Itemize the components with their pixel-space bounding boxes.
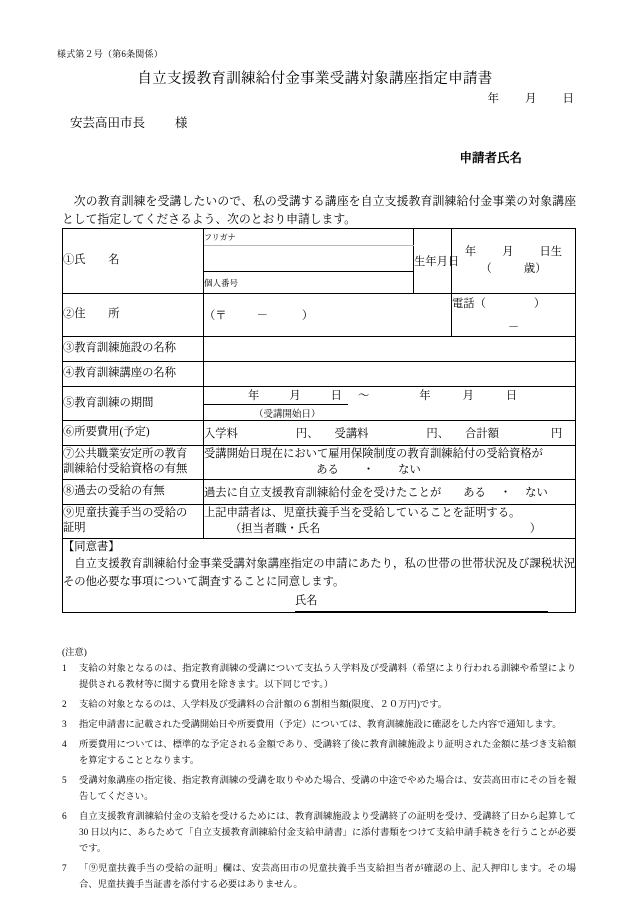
intro-paragraph: 次の教育訓練を受講したいので、私の受講する講座を自立支援教育訓練給付金事業の対象講座として指定してくださるよう、次のとおり申請します。: [62, 194, 576, 227]
cost-item1-label: 入学料: [204, 428, 238, 440]
form-number: 様式第２号（第6条関係）: [57, 49, 163, 59]
period-end-month: 月: [462, 390, 474, 402]
age-open-paren: （: [480, 263, 492, 275]
table-row-name: [63, 229, 576, 246]
dob-month-label: 月: [502, 246, 514, 259]
period-start-year: 年: [248, 390, 260, 402]
period-end-year: 年: [419, 390, 431, 402]
row7-value-cell[interactable]: [204, 446, 576, 480]
dob-day-label: 日生: [539, 246, 563, 259]
row9-label: [63, 504, 204, 538]
row9-officer-close-paren: ）: [529, 523, 541, 536]
cost-item2-unit: 円、: [426, 428, 450, 440]
table-row-child-allowance: [63, 504, 576, 538]
cost-item2-label: 受講料: [334, 428, 369, 440]
table-row-course: [63, 362, 576, 387]
row9-label-line1: ⑨児童扶養手当の受給の: [63, 506, 188, 519]
zip-dash: －: [256, 310, 268, 322]
row7-option-separator: ・: [362, 464, 375, 477]
addressee: [70, 113, 188, 131]
note-number: 4: [62, 739, 67, 750]
period-start-underline[interactable]: [204, 387, 348, 405]
row8-option-yes[interactable]: ある: [463, 486, 486, 499]
date-year-label: 年: [487, 93, 499, 105]
note-item: [62, 738, 576, 770]
note-item: [62, 662, 576, 694]
row9-value-cell[interactable]: [204, 504, 576, 538]
addressee-honorific: 様: [175, 116, 188, 130]
telephone-input-cell[interactable]: [452, 294, 576, 337]
consent-body: 自立支援教育訓練給付金事業受講対象講座指定の申請にあたり，私の世帯の世帯状況及び課税状況その他必要な事項について調査することに同意します。: [63, 558, 575, 588]
applicant-name-label: 申請者氏名: [459, 151, 522, 165]
furigana-label: フリガナ: [204, 229, 414, 246]
note-item: [62, 810, 576, 858]
row1-label: ①氏 名: [63, 229, 204, 294]
cost-input-cell[interactable]: [204, 421, 576, 446]
note-text: 所要費用については、標準的な予定される金額であり、受講終了後に教育訓練施設より証明された金額に基づき支給額を算定することとなります。: [79, 739, 576, 766]
table-row-cost: [63, 421, 576, 446]
period-input-cell[interactable]: [204, 387, 576, 421]
row8-label: ⑧過去の受給の有無: [63, 479, 204, 504]
note-item: [62, 774, 576, 806]
note-text: 支給の対象となるのは、入学料及び受講料の合計額の６割相当額(限度、２０万円)です。: [79, 699, 448, 710]
period-start-month: 月: [289, 390, 301, 402]
table-row-consent: [63, 538, 576, 612]
note-number: 6: [62, 811, 67, 822]
note-text: 支給の対象となるのは、指定教育訓練の受講について支払う入学料及び受講料（希望により行われる訓練や希望により提供される教材等に関する費用を除きます。以下同じです。）: [79, 664, 576, 690]
row3-label: ③教育訓練施設の名称: [63, 337, 204, 362]
dob-year-label: 年: [464, 246, 477, 259]
date-line: [0, 90, 578, 106]
note-item: [62, 862, 576, 894]
row8-value-cell[interactable]: [204, 479, 576, 504]
note-item: [62, 718, 576, 734]
application-table: [62, 228, 576, 613]
table-row-past-receipt: [63, 479, 576, 504]
table-row-address: [63, 294, 576, 337]
notes-title: (注意): [62, 648, 87, 658]
age-unit-label: 歳）: [523, 263, 547, 275]
consent-cell: [63, 538, 576, 612]
zip-close-paren: ）: [301, 310, 314, 322]
tel-label: 電話（: [452, 298, 486, 310]
row9-label-line2: 証明: [63, 522, 86, 535]
date-month-label: 月: [525, 93, 537, 105]
row7-label-line1: ⑦公共職業安定所の教育: [63, 448, 188, 461]
course-name-input[interactable]: [204, 362, 576, 387]
row7-text: 受講開始日現在において雇用保険制度の教育訓練給付の受給資格が: [204, 448, 543, 460]
tel-close-paren: ）: [533, 298, 546, 310]
dob-value-cell[interactable]: [452, 229, 576, 294]
note-number: 5: [62, 775, 67, 786]
address-input-cell[interactable]: [204, 294, 452, 337]
row4-label: ④教育訓練講座の名称: [63, 362, 204, 387]
cost-item3-label: 合計額: [465, 428, 499, 440]
row8-option-no[interactable]: ない: [525, 486, 548, 499]
row2-label: ②住 所: [63, 294, 204, 337]
row7-label: [63, 446, 204, 480]
table-row-facility: [63, 337, 576, 362]
cost-item1-unit: 円、: [295, 428, 319, 440]
table-row-period: [63, 387, 576, 421]
row9-officer-label: （担当者職・氏名: [230, 523, 321, 536]
facility-name-input[interactable]: [204, 337, 576, 362]
tel-dash: －: [507, 322, 520, 334]
row7-label-line2: 訓練給付受給資格の有無: [63, 463, 188, 476]
row9-text: 上記申請者は、児童扶養手当を受給していることを証明する。: [204, 506, 521, 519]
consent-signature-row[interactable]: [63, 593, 575, 612]
consent-title: 【同意書】: [63, 540, 120, 553]
note-number: 2: [62, 699, 67, 710]
row7-option-no[interactable]: ない: [398, 464, 421, 477]
name-input-cell[interactable]: [204, 246, 414, 272]
note-number: 7: [62, 863, 67, 874]
period-end[interactable]: [379, 390, 517, 402]
period-start-day: 日: [330, 390, 342, 402]
notes-section: [62, 644, 576, 898]
note-text: 指定申請書に記載された受講開始日や所要費用（予定）については、教育訓練施設に確認をした内容で通知します。: [79, 719, 562, 730]
period-tilde: ～: [357, 390, 370, 402]
period-end-day: 日: [505, 390, 518, 402]
addressee-name: 安芸高田市長: [70, 116, 146, 130]
consent-signature-label: 氏名: [295, 593, 548, 612]
row5-label: ⑤教育訓練の期間: [63, 387, 204, 421]
cost-item3-unit: 円: [550, 428, 563, 440]
period-start-note: （受講開始日）: [254, 410, 321, 420]
note-number: 3: [62, 719, 67, 730]
page-title: 自立支援教育訓練給付金事業受講対象講座指定申請書: [137, 71, 493, 87]
row9-officer-row[interactable]: [204, 521, 575, 537]
note-number: 1: [62, 664, 67, 674]
row8-text: 過去に自立支援教育訓練給付金を受けたことが: [204, 486, 442, 499]
note-text: 自立支援教育訓練給付金の支給を受けるためには、教育訓練施設より受講終了の証明を受け、受講終了日から起算して 30 日以内に、あらためて「自立支援教育訓練給付金支給申請書」に添付書類をつけて支給申請手続きを行うことが必要です。: [79, 811, 576, 854]
note-text: 「⑨児童扶養手当の受給の証明」欄は、安芸高田市の児童扶養手当支給担当者が確認の上、記入押印します。その場合、児童扶養手当証書を添付する必要はありません。: [79, 863, 576, 890]
row8-option-separator: ・: [499, 486, 512, 499]
dob-label: 生年月日: [414, 229, 452, 294]
row6-label: ⑥所要費用(予定): [63, 421, 204, 446]
mynumber-label: 個人番号: [204, 272, 414, 294]
note-item: [62, 698, 576, 714]
date-day-label: 日: [562, 93, 574, 105]
table-row-hellowork-eligibility: [63, 446, 576, 480]
row7-option-yes[interactable]: ある: [316, 464, 339, 477]
row7-choices[interactable]: [204, 462, 575, 478]
zip-open-paren: （〒: [204, 310, 227, 322]
note-text: 受講対象講座の指定後、指定教育訓練の受講を取りやめた場合、受講の中途でやめた場合は、安芸高田市にその旨を報告してください。: [79, 775, 576, 802]
